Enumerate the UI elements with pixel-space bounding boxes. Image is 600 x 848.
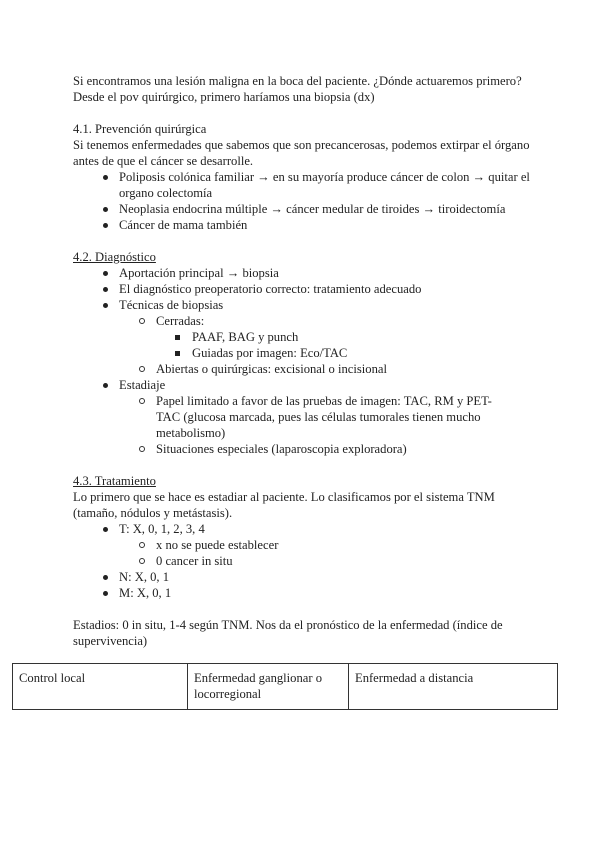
sub-list-item-label: Cerradas: xyxy=(156,314,205,328)
table-cell: Enfermedad ganglionar o locorregional xyxy=(188,664,349,710)
sub-list xyxy=(119,393,499,457)
section-heading: 4.2. Diagnóstico xyxy=(73,250,156,264)
section-tratamiento xyxy=(73,473,548,649)
sub-list-item: 0 cancer in situ xyxy=(119,553,548,569)
list-item: El diagnóstico preoperatorio correcto: tratamiento adecuado xyxy=(73,281,548,297)
section-heading: 4.3. Tratamiento xyxy=(73,474,156,488)
list-item: Poliposis colónica familiar → en su mayoría produce cáncer de colon → quitar el organo colectomía xyxy=(73,169,548,201)
section-heading: 4.1. Prevención quirúrgica xyxy=(73,122,207,136)
bullet-list xyxy=(73,265,548,457)
sub-list xyxy=(119,313,548,377)
list-item: M: X, 0, 1 xyxy=(73,585,548,601)
bullet-list xyxy=(73,521,548,601)
section-diagnostico xyxy=(73,249,548,457)
sub-list xyxy=(119,537,548,569)
section-text: Lo primero que se hace es estadiar al paciente. Lo clasificamos por el sistema TNM (tamaño, nódulos y metástasis). xyxy=(73,490,495,520)
section-text: Si tenemos enfermedades que sabemos que son precancerosas, podemos extirpar el órgano antes de que el cáncer se desarrolle. xyxy=(73,138,530,168)
sub-sub-list-item: PAAF, BAG y punch xyxy=(156,329,548,345)
bullet-list xyxy=(73,169,548,233)
list-item: Aportación principal → biopsia xyxy=(73,265,548,281)
table-cell: Enfermedad a distancia xyxy=(349,664,558,710)
sub-list-item: x no se puede establecer xyxy=(119,537,548,553)
list-item: Cáncer de mama también xyxy=(73,217,548,233)
table-row xyxy=(13,664,558,710)
table-cell: Control local xyxy=(13,664,188,710)
list-item-label: Técnicas de biopsias xyxy=(119,298,224,312)
list-item-label: T: X, 0, 1, 2, 3, 4 xyxy=(119,522,205,536)
sub-list-item: Abiertas o quirúrgicas: excisional o incisional xyxy=(119,361,548,377)
list-item: N: X, 0, 1 xyxy=(73,569,548,585)
sub-sub-list xyxy=(156,329,548,361)
list-item xyxy=(73,521,548,569)
sub-list-item: Papel limitado a favor de las pruebas de imagen: TAC, RM y PET-TAC (glucosa marcada, pues las células tumorales tienen mucho metabolismo) xyxy=(119,393,499,441)
list-item xyxy=(73,297,548,377)
intro-paragraph: Si encontramos una lesión maligna en la boca del paciente. ¿Dónde actuaremos primero? Desde el pov quirúrgico, primero haríamos una biopsia (dx) xyxy=(73,74,522,104)
list-item: Neoplasia endocrina múltiple → cáncer medular de tiroides → tiroidectomía xyxy=(73,201,548,217)
estadios-paragraph: Estadios: 0 in situ, 1-4 según TNM. Nos da el pronóstico de la enfermedad (índice de supervivencia) xyxy=(73,618,503,648)
sub-sub-list-item: Guiadas por imagen: Eco/TAC xyxy=(156,345,548,361)
sub-list-item xyxy=(119,313,548,361)
list-item-label: Estadiaje xyxy=(119,378,166,392)
section-prevencion xyxy=(73,121,548,233)
treatment-table xyxy=(12,663,558,710)
sub-list-item: Situaciones especiales (laparoscopia exploradora) xyxy=(119,441,499,457)
list-item xyxy=(73,377,548,457)
